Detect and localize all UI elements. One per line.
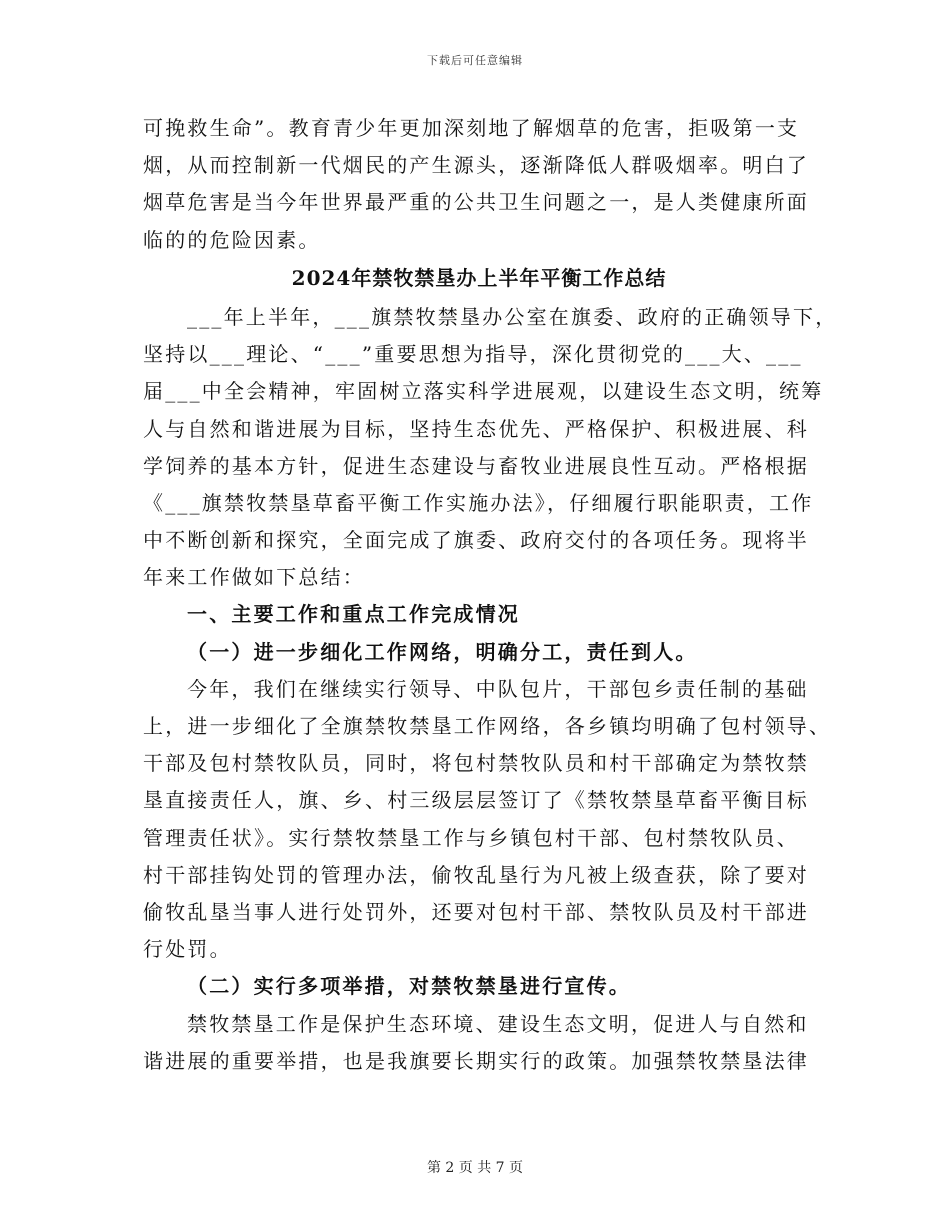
paragraph-line: 村干部挂钩处罚的管理办法，偷牧乱垦行为凡被上级查获，除了要对 [143, 862, 809, 887]
page-header-note: 下载后可任意编辑 [427, 54, 523, 67]
paragraph-line: 上，进一步细化了全旗禁牧禁垦工作网络，各乡镇均明确了包村领导、 [143, 714, 832, 738]
paragraph-line: ___年上半年，___旗禁牧禁垦办公室在旗委、政府的正确领导下， [187, 304, 838, 329]
intro-line: 烟，从而控制新一代烟民的产生源头，逐渐降低人群吸烟率。明白了 [143, 153, 809, 178]
paragraph-line: 干部及包村禁牧队员，同时，将包村禁牧队员和村干部确定为禁牧禁 [143, 751, 809, 776]
paragraph-line: 今年，我们在继续实行领导、中队包片，干部包乡责任制的基础 [187, 676, 809, 701]
paragraph-line: 中不断创新和探究，全面完成了旗委、政府交付的各项任务。现将半 [143, 528, 809, 553]
paragraph-line: 管理责任状》。实行禁牧禁垦工作与乡镇包村干部、包村禁牧队员、 [143, 825, 799, 850]
subsection-heading: （二）实行多项举措，对禁牧禁垦进行宣传。 [187, 974, 631, 999]
subsection-heading: （一）进一步细化工作网络，明确分工，责任到人。 [187, 639, 698, 664]
paragraph-line: 行处罚。 [143, 937, 232, 962]
paragraph-line: 学饲养的基本方针，促进生态建设与畜牧业进展良性互动。严格根据 [143, 453, 809, 478]
paragraph-line: 届___中全会精神，牢固树立落实科学进展观，以建设生态文明，统筹 [143, 379, 824, 404]
paragraph-line: 谐进展的重要举措，也是我旗要长期实行的政策。加强禁牧禁垦法律 [143, 1048, 809, 1073]
document-title: 2024年禁牧禁垦办上半年平衡工作总结 [291, 265, 667, 290]
paragraph-line: 偷牧乱垦当事人进行处罚外，还要对包村干部、禁牧队员及村干部进 [143, 899, 809, 924]
paragraph-line: 年来工作做如下总结： [143, 565, 365, 590]
section-heading: 一、主要工作和重点工作完成情况 [187, 602, 520, 627]
paragraph-line: 坚持以___理论、“___”重要思想为指导，深化贯彻党的___大、___ [143, 342, 803, 367]
paragraph-line: 《___旗禁牧禁垦草畜平衡工作实施办法》，仔细履行职能职责，工作 [143, 490, 814, 515]
page-number: 第 2 页 共 7 页 [426, 1160, 524, 1176]
document-body [143, 110, 838, 1080]
intro-line: 可挽救生命”。教育青少年更加深刻地了解烟草的危害，拒吸第一支 [143, 116, 800, 140]
intro-line: 烟草危害是当今年世界最严重的公共卫生问题之一，是人类健康所面 [143, 190, 809, 215]
paragraph-line: 禁牧禁垦工作是保护生态环境、建设生态文明，促进人与自然和 [187, 1011, 809, 1036]
intro-line: 临的的危险因素。 [143, 227, 321, 252]
paragraph-line: 人与自然和谐进展为目标，坚持生态优先、严格保护、积极进展、科 [143, 416, 809, 441]
paragraph-line: 垦直接责任人，旗、乡、村三级层层签订了《禁牧禁垦草畜平衡目标 [143, 788, 809, 813]
